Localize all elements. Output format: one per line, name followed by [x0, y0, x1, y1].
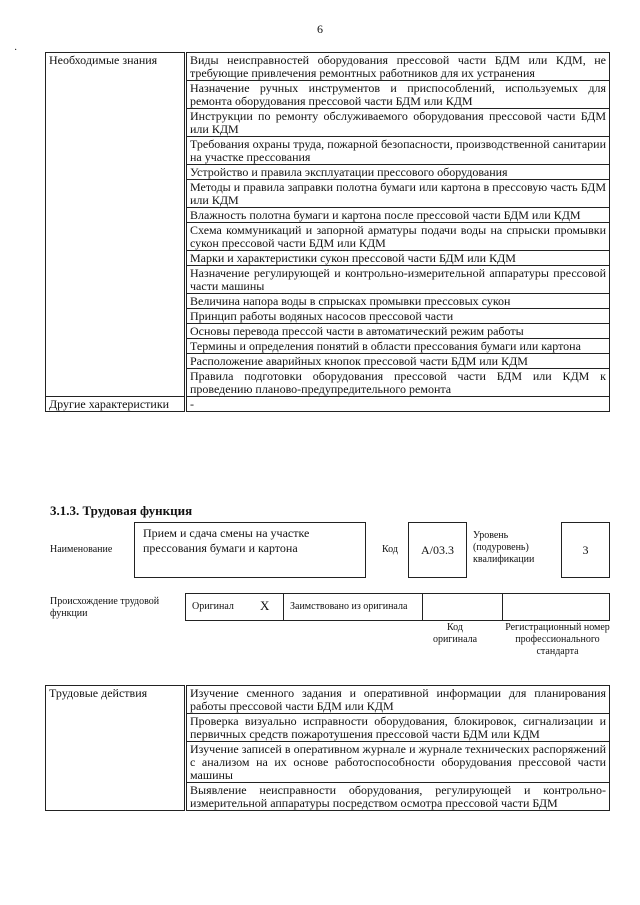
- other-characteristics-label: Другие характеристики: [46, 397, 186, 412]
- knowledge-item: Назначение регулирующей и контрольно-измерительной аппаратуры прессовой части машины: [186, 266, 610, 294]
- knowledge-item: Марки и характеристики сукон прессовой части БДМ или КДМ: [186, 251, 610, 266]
- cell-divider-1: [283, 594, 284, 620]
- knowledge-item: Расположение аварийных кнопок прессовой части БДМ или КДМ: [186, 354, 610, 369]
- code-label: Код: [382, 544, 398, 555]
- name-label: Наименование: [50, 544, 113, 555]
- knowledge-item: Инструкции по ремонту обслуживаемого оборудования прессовой части БДМ или КДМ: [186, 109, 610, 137]
- level-box: [561, 522, 610, 578]
- cell-divider-2: [422, 594, 423, 620]
- knowledge-table: [45, 52, 610, 412]
- margin-mark: ·: [14, 45, 18, 56]
- action-item: Изучение записей в оперативном журнале и журнале технических распоряжений с анализом на их основе работоспособности оборудования прессовой части машины: [186, 742, 610, 783]
- borrowed-label: Заимствовано из оригинала: [290, 601, 408, 612]
- knowledge-item: Термины и определения понятий в области прессования бумаги или картона: [186, 339, 610, 354]
- original-label: Оригинал: [192, 601, 234, 612]
- actions-table: [45, 685, 610, 811]
- code-box: [408, 522, 467, 578]
- knowledge-row: [46, 53, 610, 81]
- knowledge-item: Устройство и правила эксплуатации прессового оборудования: [186, 165, 610, 180]
- other-characteristics-row: [46, 397, 610, 412]
- knowledge-item: Назначение ручных инструментов и приспособлений, используемых для ремонта оборудования прессовой части БДМ или КДМ: [186, 81, 610, 109]
- code-value: А/03.3: [421, 543, 454, 557]
- knowledge-label: Необходимые знания: [46, 53, 186, 397]
- knowledge-item: Правила подготовки оборудования прессовой части БДМ или КДМ к проведению планово-предупредительного ремонта: [186, 369, 610, 397]
- original-mark: X: [260, 598, 270, 613]
- origin-label: Происхождение трудовой функции: [50, 596, 160, 619]
- action-item: Проверка визуально исправности оборудования, блокировок, сигнализации и первичных средств пожаротушения прессовой части БДМ или КДМ: [186, 714, 610, 742]
- knowledge-item: Виды неисправностей оборудования прессовой части БДМ или КДМ, не требующие привлечения ремонтных работников для их устранения: [186, 53, 610, 81]
- knowledge-item: Основы перевода прессой части в автоматический режим работы: [186, 324, 610, 339]
- knowledge-item: Величина напора воды в спрысках промывки прессовых сукон: [186, 294, 610, 309]
- action-item: Изучение сменного задания и оперативной информации для планирования работы прессовой части БДМ или КДМ: [186, 686, 610, 714]
- knowledge-item: Методы и правила заправки полотна бумаги или картона в прессовую часть БДМ или КДМ: [186, 180, 610, 208]
- knowledge-item: Влажность полотна бумаги и картона после прессовой части БДМ или КДМ: [186, 208, 610, 223]
- page-number: 6: [317, 22, 323, 36]
- level-label: Уровень (подуровень) квалификации: [473, 530, 535, 565]
- reg-number-caption: Регистрационный номер профессионального стандарта: [505, 622, 610, 657]
- action-item: Выявление неисправности оборудования, регулирующей и контрольно-измерительной аппаратуры посредством осмотра прессовой части БДМ: [186, 783, 610, 811]
- knowledge-item: Требования охраны труда, пожарной безопасности, производственной санитарии на участке прессования: [186, 137, 610, 165]
- section-title: 3.1.3. Трудовая функция: [50, 503, 193, 518]
- other-characteristics-value: -: [186, 397, 610, 412]
- knowledge-item: Схема коммуникаций и запорной арматуры подачи воды на спрыски промывки сукон прессовой части БДМ или КДМ: [186, 223, 610, 251]
- level-value: 3: [582, 543, 589, 557]
- action-row: [46, 686, 610, 714]
- function-name-box: [134, 522, 366, 578]
- function-name: Прием и сдача смены на участке прессования бумаги и картона: [143, 526, 310, 555]
- knowledge-item: Принцип работы водяных насосов прессовой части: [186, 309, 610, 324]
- action-label: Трудовые действия: [46, 686, 186, 811]
- code-original-caption: Код оригинала: [432, 622, 478, 645]
- cell-divider-3: [502, 594, 503, 620]
- origin-grid: [185, 593, 610, 621]
